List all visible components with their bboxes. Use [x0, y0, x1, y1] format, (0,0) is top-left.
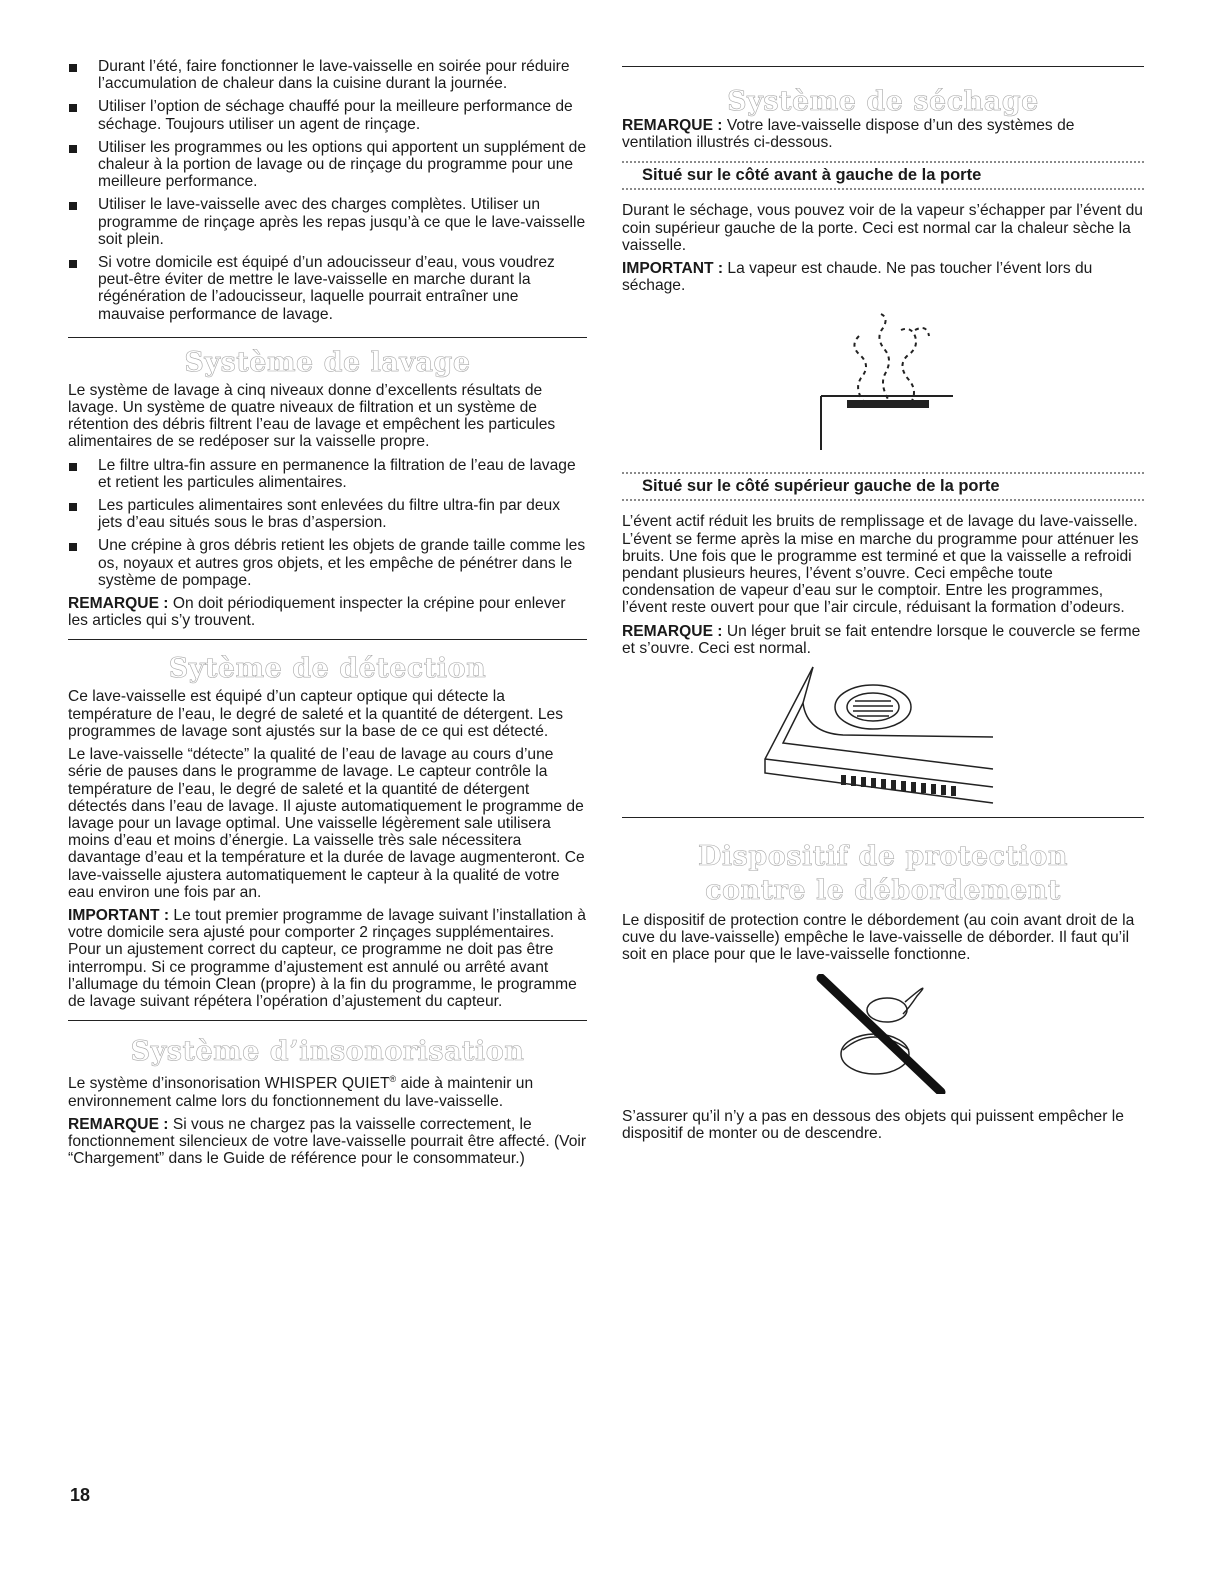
important-label: IMPORTANT : — [68, 906, 170, 924]
subheading-front-left-vent: Situé sur le côté avant à gauche de la porte — [642, 166, 982, 185]
lavage-note — [68, 595, 587, 629]
section-title-debordement-line2: contre le débordement — [705, 875, 1061, 907]
insono-text-b: aide à maintenir un environnement calme lors du fonctionnement du lave-vaisselle. — [68, 1075, 534, 1110]
section-divider — [68, 337, 587, 338]
section-title-lavage: Système de lavage — [184, 346, 471, 378]
debordement-paragraph-2: S’assurer qu’il n’y a pas en dessous des objets qui puissent empêcher le dispositif de monter ou de descendre. — [622, 1107, 1124, 1142]
note-text: On doit périodiquement inspecter la crépine pour enlever les articles qui s’y trouvent. — [68, 595, 566, 630]
debordement-paragraph-1: Le dispositif de protection contre le débordement (au coin avant droit de la cuve du lave-vaisselle) empêche le lave-vaisselle de déborder. Il faut qu’il soit en place pour que le lave-vaisselle fonctionne. — [622, 912, 1135, 964]
list-item: Utiliser les programmes ou les options qui apportent un supplément de chaleur à la portion de lavage ou de rinçage du programme pour une meilleure performance. — [68, 139, 587, 191]
intro-bullet-list — [68, 58, 587, 323]
page-number: 18 — [70, 1485, 91, 1505]
insono-text-a: Le système d’insonorisation WHISPER QUIET — [68, 1075, 390, 1093]
detection-paragraph-2: Le lave-vaisselle “détecte” la qualité de l’eau de lavage au cours d’une série de pauses dans le programme de lavage. Le capteur contrôle la température de l’eau, le degré de saleté et la quantité de détergent détectés dans l’eau de lavage. Il ajuste automatiquement le programme de lavage pour un lavage optimal. Une vaisselle légèrement sale utilisera moins d’eau et moins d’énergie. La vaisselle très sale nécessitera davantage d’eau et la température et la durée de lavage augmenteront. Ce lave-vaisselle ajustera automatiquement le capteur à la qualité de votre eau environ une fois par an. — [68, 746, 585, 901]
note-text: Si vous ne chargez pas la vaisselle correctement, le fonctionnement silencieux de votre lave-vaisselle pourrait être affecté. (Voir “Chargement” dans le Guide de référence pour le consommateur.) — [68, 1115, 587, 1168]
section-divider — [68, 639, 587, 640]
detection-paragraph-1: Ce lave-vaisselle est équipé d’un capteur optique qui détecte la température de l’eau, le degré de saleté et la quantité de détergent. Les programmes de lavage sont ajustés sur la base de ce qui est détecté. — [68, 688, 564, 740]
section-divider — [622, 817, 1144, 818]
section-title-debordement-line1: Dispositif de protection — [698, 841, 1068, 873]
dotted-divider — [622, 499, 1144, 501]
float-device-illustration — [813, 974, 953, 1094]
section-title-sechage: Système de séchage — [727, 86, 1039, 117]
list-item: Durant l’été, faire fonctionner le lave-vaisselle en soirée pour réduire l’accumulation de chaleur dans la cuisine durant la journée. — [68, 58, 587, 92]
lavage-intro: Le système de lavage à cinq niveaux donne d’excellents résultats de lavage. Un système de quatre niveaux de filtration et un système de rétention des débris filtrent l’eau de lavage et empêchent les particules alimentaires de se redéposer sur la vaisselle propre. — [68, 381, 556, 451]
left-column — [68, 58, 587, 1173]
section-divider — [622, 66, 1144, 67]
important-text: La vapeur est chaude. Ne pas toucher l’évent lors du séchage. — [622, 260, 1093, 295]
note-label: REMARQUE : — [622, 622, 723, 640]
important-label: IMPORTANT : — [622, 260, 724, 278]
subheading-top-left-vent: Situé sur le côté supérieur gauche de la porte — [642, 477, 1000, 496]
dotted-divider — [622, 188, 1144, 190]
list-item: Si votre domicile est équipé d’un adoucisseur d’eau, vous voudrez peut-être éviter de mettre le lave-vaisselle en marche durant la régénération de l’adoucisseur, laquelle pourrait entraîner une mauvaise performance de lavage. — [68, 254, 587, 323]
section-divider — [68, 1020, 587, 1021]
note-label: REMARQUE : — [622, 117, 723, 134]
active-vent-illustration — [763, 663, 1003, 805]
list-item: Le filtre ultra-fin assure en permanence la filtration de l’eau de lavage et retient les particules alimentaires. — [68, 457, 587, 491]
note-label: REMARQUE : — [68, 595, 169, 613]
list-item: Utiliser le lave-vaisselle avec des charges complètes. Utiliser un programme de rinçage après les repas jusqu’à ce que le lave-vaisselle soit plein. — [68, 196, 587, 248]
sechage-note — [622, 117, 1144, 151]
note-text: Votre lave-vaisselle dispose d’un des systèmes de ventilation illustrés ci-dessous. — [622, 117, 1075, 152]
detection-important — [68, 907, 587, 1010]
sechage-note-2 — [622, 623, 1144, 657]
insonorisation-note — [68, 1116, 587, 1168]
section-title-insonorisation: Système d’insonorisation — [130, 1036, 525, 1068]
list-item: Les particules alimentaires sont enlevées du filtre ultra-fin par deux jets d’eau situés sous le bras d’aspersion. — [68, 497, 587, 531]
top-left-vent-paragraph: L’évent actif réduit les bruits de remplissage et de lavage du lave-vaisselle. L’évent se ferme après la mise en marche du programme pour atténuer les bruits. Une fois que le programme est terminé et que la vaisselle a refroidi pendant plusieurs heures, l’évent s’ouvre. Ceci empêche toute condensation de vapeur d’eau sur le comptoir. Entre les programmes, l’évent reste ouvert pour que l’air circule, réduisant la formation d’odeurs. — [622, 513, 1139, 617]
note-label: REMARQUE : — [68, 1115, 169, 1133]
list-item: Une crépine à gros débris retient les objets de grande taille comme les os, noyaux et autres gros objets, et les empêche de pénétrer dans le système de pompage. — [68, 537, 587, 589]
list-item: Utiliser l’option de séchage chauffé pour la meilleure performance de séchage. Toujours utiliser un agent de rinçage. — [68, 98, 587, 132]
lavage-bullet-list — [68, 457, 587, 589]
right-column — [622, 58, 1144, 1148]
insonorisation-paragraph — [68, 1071, 587, 1110]
front-left-vent-paragraph: Durant le séchage, vous pouvez voir de la vapeur s’échapper par l’évent du coin supérieur gauche de la porte. Ceci est normal car la chaleur sèche la vaisselle. — [622, 202, 1143, 254]
steam-vent-illustration — [803, 300, 963, 460]
registered-mark: ® — [389, 1074, 397, 1085]
sechage-important — [622, 260, 1144, 294]
important-text: Le tout premier programme de lavage suivant l’installation à votre domicile sera ajusté pour comporter 2 rinçages supplémentaires. Pour un ajustement correct du capteur, ce programme ne doit pas être interrompu. Si ce programme d’ajustement est annulé ou arrêté avant l’allumage du témoin Clean (propre) à la fin du programme, le programme de lavage suivant répétera l’opération d’ajustement du capteur. — [68, 906, 586, 1010]
section-title-detection: Sytème de détection — [168, 653, 487, 685]
note-text: Un léger bruit se fait entendre lorsque le couvercle se ferme et s’ouvre. Ceci est normal. — [622, 622, 1141, 657]
